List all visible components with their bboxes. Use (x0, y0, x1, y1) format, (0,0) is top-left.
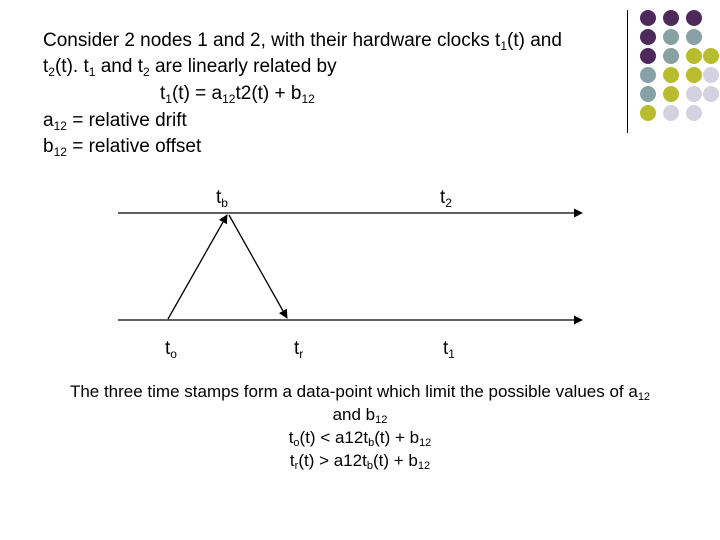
intro-line-1: Consider 2 nodes 1 and 2, with their hardware clocks $t_1(t)$ and (43, 30, 562, 53)
conclusion-line-2: and $b_{12}$ (332, 405, 388, 426)
request-message-arrow (168, 215, 227, 319)
inequality-upper: $t_r(t) > a12t_b(t) + b_{12}$ (289, 451, 431, 472)
inequality-lower: $t_o(t) < a12t_b(t) + b_{12}$ (288, 428, 432, 449)
conclusion-line-1: The three time stamps form a data-point which limit the possible values of $a_{12}$ (69, 382, 651, 403)
label-tb: $t_b$ (216, 187, 228, 210)
reply-message-arrow (229, 215, 287, 318)
offset-definition: $b_{12}$ = relative offset (43, 136, 202, 159)
drift-definition: $a_{12}$ = relative drift (43, 110, 187, 133)
label-to: $t_o$ (165, 338, 177, 361)
label-t1: $t_1$ (443, 338, 455, 361)
label-tr: $t_r$ (294, 338, 304, 361)
label-t2: $t_2$ (440, 187, 452, 210)
intro-line-2: $t_2(t)$. $t_1$ and $t_2$ are linearly related by (43, 56, 337, 79)
relation-equation: $t_1(t) = a_{12}t2(t) + b_{12}$ (160, 83, 315, 106)
